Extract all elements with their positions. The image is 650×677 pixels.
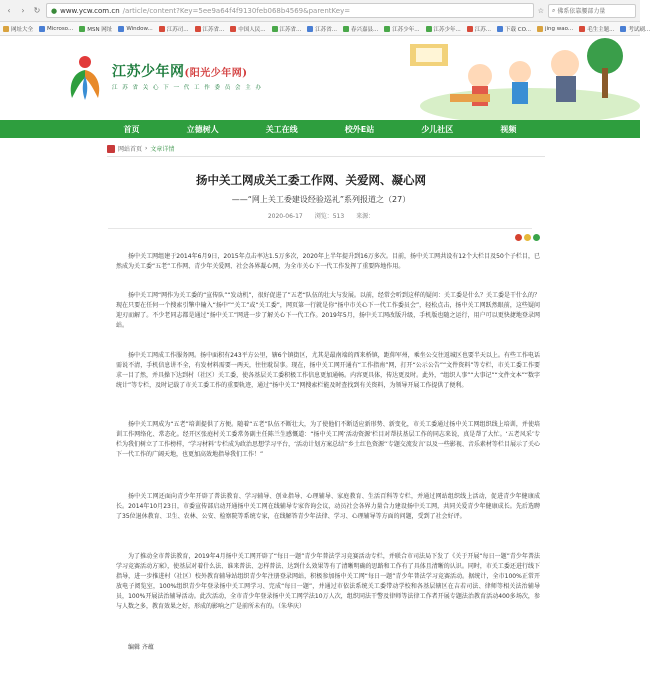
bookmark-icon [384,26,390,32]
bookmark-label: 网址大全 [11,26,34,33]
home-icon [107,145,115,153]
bookmark-label: 江苏少年... [392,26,420,33]
logo-title: 江苏少年网 [112,64,185,80]
bookmark-item[interactable] [467,25,491,33]
bookmark-item[interactable] [272,25,302,33]
bookmark-icon [230,26,236,32]
bookmark-item[interactable] [3,25,33,33]
article-paragraph: 扬中关工网组建于2014年6月9日，2015年点击率达1.5万多次，2020年上半年提升到16万多次。目前，扬中关工网共设有12个大栏目及50个子栏目，已然成为关工委“五老”工作网、青少年关爱网、社会各界凝心网，为全市关心下一代工作发挥了重要阵地作用。 [116,253,540,270]
bookmark-item[interactable] [79,25,112,33]
nav-item[interactable]: 立德树人 [186,124,219,134]
header-illustration [380,36,640,120]
star-icon[interactable]: ☆ [537,6,544,15]
bookmark-item[interactable] [195,25,225,33]
bookmarks-bar [0,22,650,36]
breadcrumb-current: 文章详情 [150,146,175,153]
bookmark-label: 江苏... [474,26,491,33]
weibo-icon[interactable] [515,234,522,241]
nav-item[interactable]: 首页 [123,124,140,134]
article-paragraph: 为了推动全市普法教育，2019年4月扬中关工网开辟了“每日一题”青少年普法学习竞赛活动专栏，并联合市司法局下发了《关于开展“每日一题”青少年普法学习竞赛活动方案》，使基层对着什么法、谁来普法、怎样普法、达到什么效果等有了清晰明确的思路和工作有了具体且清晰的认识。同时，市关工委还进行线下指导，进一步推进村（社区）校外教育辅导站组织青少年注册登录网站，积极参加扬中关工网“每日一题”青少年普法学习竞赛活动。据统计，全市100%正常开放电子阅览室，100%组织青少年登录扬中关工网学习、完成“每日一题”，并通过市依法系统关工委带动学校和各基层辖区在吉若司法、律师等相关法治辅导员，100%开展法治辅导活动。此次活动，全市青少年登录扬中关工网学法10万人次，组织同法干警及律师等法律工作者开展专题法治教育活动400多场次，参与人数之多，教育效果之好，形成的影响之广是前所未有的。（朱华庆） [116,553,540,610]
breadcrumb-divider [107,156,545,157]
bookmark-item[interactable] [230,25,265,33]
bookmark-icon [343,26,349,32]
bookmark-label: Microso... [47,25,74,32]
article-editor: 编辑 齐蕴 [128,644,154,651]
bookmark-label: Window... [126,25,153,32]
bookmark-icon [537,26,543,32]
bookmark-icon [39,26,45,32]
bookmark-label: 下载 CO... [505,26,531,33]
bookmark-item[interactable] [343,25,378,33]
article-meta: 2020-06-17 浏览：513 来源： [267,213,375,220]
bookmark-icon [195,26,201,32]
bookmark-label: 中国人民... [238,26,266,33]
bookmark-label: 毛生主题... [587,26,615,33]
forward-icon[interactable]: › [21,6,25,15]
logo-subtitle: 江 苏 省 关 心 下 一 代 工 作 委 员 会 主 办 [112,85,263,91]
search-placeholder: 佛系依靠腰部力量 [557,8,606,15]
bookmark-icon [307,26,313,32]
bookmark-icon [159,26,165,32]
nav-item[interactable]: 关工在线 [265,124,298,134]
article-subtitle: ——“网上关工委建设经验巡礼”系列报道之（27） [231,195,411,204]
browser-address-bar [0,0,640,22]
lock-icon: ● [51,6,58,15]
qzone-icon[interactable] [524,234,531,241]
bookmark-label: 春兴嘉县... [351,26,379,33]
nav-item[interactable]: 视频 [500,124,517,134]
reload-icon[interactable]: ↻ [33,6,41,15]
article-paragraph: 扬中关工网成为“五老”培训提供了方便。随着“五老”队伍不断壮大，为了使他们不断适应新形势、新变化，市关工委通过扬中关工网组织线上培训，并使培训工作网络化、常态化。经开区张庭村关工委常务副主任陈兰生感慨道：“扬中关工网‘活动资源’栏目对帮扶基层工作的同志来说，真是帮了大忙。‘五老风采’专栏为我们树立了工作榜样，‘学习材料’专栏成为政治思想学习平台，‘活动计划方案总结’‘乡土红色资源’‘专题交流发言’以及一些影视、音乐素材等栏目展示了关心下一代工作的广阔天地，也更加高效地指导我们工作！” [116,421,540,458]
bookmark-item[interactable] [537,26,573,32]
wechat-icon[interactable] [533,234,540,241]
bookmark-label: MSN 网址 [87,26,113,33]
bookmark-label: jing wao... [544,25,574,32]
article-paragraph: 扬中关工网还面向青少年开辟了普法教育、学习辅导、创业指导、心理辅导、家庭教育、生活百科等专栏，并通过网站组织线上活动，促进青少年健康成长。2014年10月23日，市委宣传部启动开通扬中关工网在线辅导专家咨询会议，动员社会各界力量合力建设扬中关工网，共同关爱青少年健康成长。先后选聘了35位退休教育、卫生、农林、公安、检察院等系统专家，在线解答青少年法律、学习、心理辅导等方面的问题，受到了社会好评。 [116,493,540,520]
article-paragraph: 扬中关工网成工作服务网。扬中面积有243平方公里，辖6个镇街区，尤其是最南端的西来桥镇，距仰军州，乘坐公交往返城区也要半天以上。有些工作电话需说不清，手机信息讲不全，有发材料需要一两天，往往耽误事。现在，扬中关工网开通有“工作指南”网，打开“公示公告”“文件资料”等专栏，市关工委工作要求一目了然，并具操下达到村（社区）关工委，使各基层关工委积极工作信息更加通畅。内容更具体，传达更及时。此外，“组织人事”“大事记”“文件文本”“数字统计”等专栏，及时记载了市关工委工作的重要轨迹，通过“扬中关工”网搜索栏能及时查找到有关资料，为领导开展工作提供了便利。 [116,352,540,389]
browser-search-input[interactable] [548,4,636,18]
bookmark-label: 考试刷... [628,26,650,33]
nav-item[interactable]: 少儿社区 [421,124,454,134]
bookmark-item[interactable] [384,25,419,33]
bookmark-item[interactable] [159,25,189,33]
bookmark-icon [426,26,432,32]
meta-divider [108,228,532,229]
bookmark-item[interactable] [307,25,337,33]
site-header [0,36,640,120]
breadcrumb [107,144,174,153]
search-icon: ⌕ [552,6,556,14]
logo-emblem-icon [62,50,108,102]
article-title: 扬中关工网成关工委工作网、关爱网、凝心网 [196,173,426,187]
share-buttons [515,234,540,241]
bookmark-item[interactable] [426,25,461,33]
bookmark-label: 江苏少年... [433,26,461,33]
bookmark-item[interactable] [39,26,73,32]
bookmark-item[interactable] [579,25,614,33]
bookmark-label: 江苏省... [315,26,337,33]
bookmark-label: 江苏省... [202,26,225,33]
back-icon[interactable]: ‹ [7,6,11,15]
bookmark-item[interactable] [497,25,531,33]
bookmark-item[interactable] [118,26,152,32]
nav-item[interactable]: 校外E站 [344,124,375,134]
bookmark-icon [497,26,503,32]
bookmark-icon [118,26,124,32]
bookmark-icon [3,26,9,32]
url-path: /article/content?Key=5ee9a64f4f9130feb068b4569&parentKey= [122,6,351,15]
bookmark-label: 江苏省... [279,26,302,33]
bookmark-icon [579,26,585,32]
bookmark-label: 江苏司... [166,26,189,33]
bookmark-icon [272,26,278,32]
bookmark-item[interactable] [620,25,650,33]
breadcrumb-home[interactable]: 网站首页 [118,146,143,153]
bookmark-icon [620,26,626,32]
url-domain: www.ycw.com.cn [60,6,120,15]
url-input[interactable] [46,3,534,18]
bookmark-icon [467,26,473,32]
logo-paren: (阳光少年网) [184,68,248,79]
article-header [116,172,526,229]
main-nav [0,120,640,138]
chevron-right-icon: › [145,145,148,152]
bookmark-icon [79,26,85,32]
article-paragraph: 扬中关工网“网作为关工委的“宣传队”“发动机”，很好促进了”五老“队伍的壮大与发展。以前，经常会听到这样的疑问：关工委是什么？关工委是干什么的？现在只要在任何一个搜索引擎中输入“扬中”“关工”或“关工委”，网页第一行就是你“扬中市关心下一代工作委员会”，轻松点击，扬中关工网跃然眼前，这些疑问迎刃而解了。不少老同志都是通过“扬中关工”网进一步了解关心下一代工作。2019年5月，扬中关工网改版升级，手机版也随之运行，用户可以更快捷地登录网站。 [116,292,540,329]
site-logo[interactable] [62,50,262,102]
